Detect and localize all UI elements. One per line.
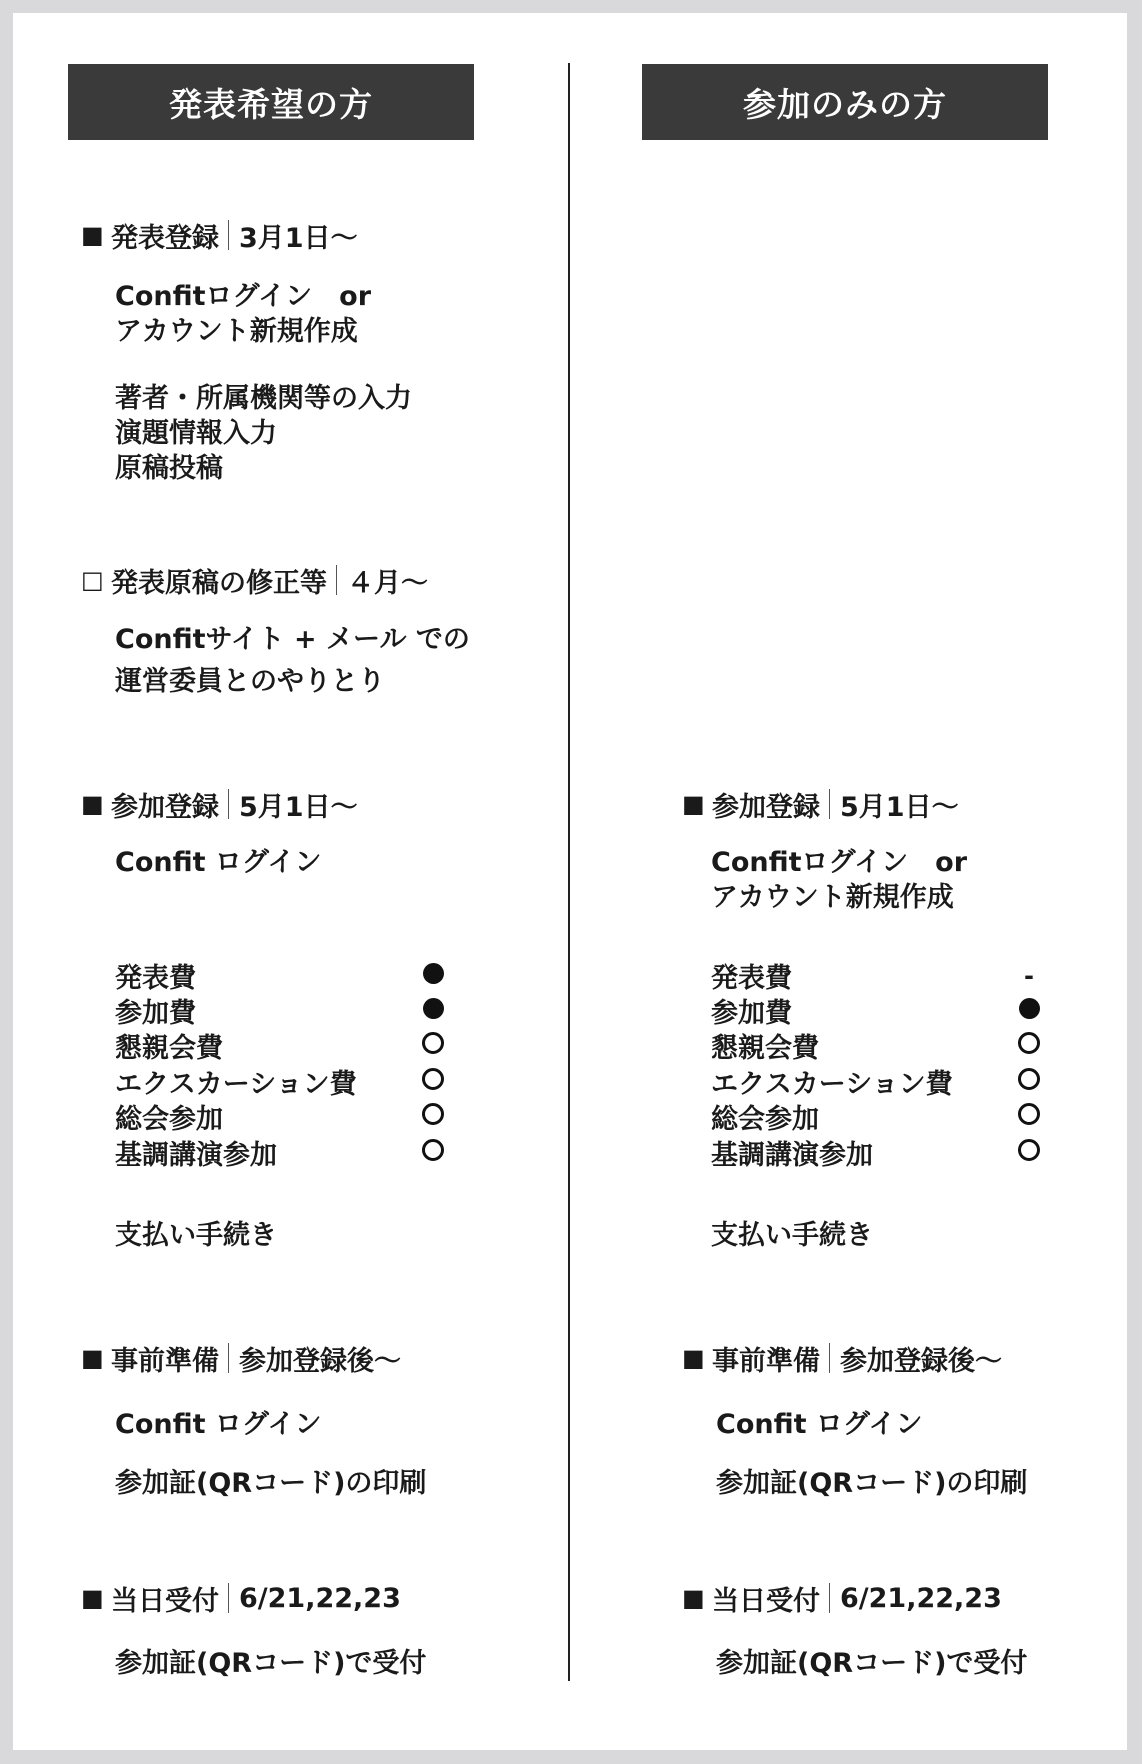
section-date: ４月〜 [347,567,428,599]
fee-row [711,958,1041,993]
fee-label: 発表費 [115,963,196,994]
right-section-preparation [682,1338,1002,1378]
section-marker: ■ [682,790,705,818]
section-date: 6/21,22,23 [239,1582,401,1614]
fee-label: 基調講演参加 [115,1140,277,1171]
section-title: 発表登録 [111,222,219,254]
section-date: 6/21,22,23 [840,1582,1002,1614]
left-section-revision [81,560,428,600]
fee-row [115,1135,445,1170]
section-date: 5月1日〜 [840,791,959,823]
fee-row [711,1028,1041,1063]
presenter-header: 発表希望の方 [68,64,474,140]
left-section-presentation-registration [81,215,358,255]
step-line: 参加証(QRコード)で受付 [115,1648,427,1679]
section-marker: ■ [81,790,104,818]
step-line: Confit ログイン [115,1409,322,1440]
separator [829,789,830,819]
optional-circle [421,1032,445,1060]
step-line: 運営委員とのやりとり [115,666,385,697]
step-line: 参加証(QRコード)で受付 [716,1648,1028,1679]
fee-row [711,1099,1041,1134]
fee-row [115,958,445,993]
section-marker: □ [81,566,104,594]
section-title: 参加登録 [712,791,820,823]
fee-label: 総会参加 [711,1104,819,1135]
required-dot [1017,997,1041,1025]
step-line: 演題情報入力 [115,418,277,449]
fee-label: 総会参加 [115,1104,223,1135]
section-date: 5月1日〜 [239,791,358,823]
separator [829,1343,830,1373]
fee-row [711,1064,1041,1099]
separator [228,1583,229,1613]
section-title: 事前準備 [111,1345,219,1377]
fee-row [115,1064,445,1099]
fee-label: 基調講演参加 [711,1140,873,1171]
section-marker: ■ [81,221,104,249]
required-dot [421,962,445,990]
section-title: 事前準備 [712,1345,820,1377]
section-marker: ■ [682,1584,705,1612]
section-date: 参加登録後〜 [239,1345,401,1377]
fee-label: 参加費 [711,998,792,1029]
section-title: 参加登録 [111,791,219,823]
separator [829,1583,830,1613]
section-title: 当日受付 [111,1585,219,1617]
step-line: アカウント新規作成 [115,316,358,347]
step-line: アカウント新規作成 [711,882,954,913]
optional-circle [421,1139,445,1167]
left-section-participation-registration [81,784,358,824]
optional-circle [421,1103,445,1131]
step-line: Confitログイン or [115,281,372,312]
optional-circle [421,1068,445,1096]
payment-step: 支払い手続き [115,1220,277,1251]
optional-circle [1017,1032,1041,1060]
section-title: 発表原稿の修正等 [111,567,327,599]
fee-row [711,993,1041,1028]
left-section-reception [81,1578,401,1618]
separator [228,1343,229,1373]
required-dot [421,997,445,1025]
right-section-reception [682,1578,1002,1618]
fee-row [115,1099,445,1134]
step-line: 参加証(QRコード)の印刷 [716,1468,1028,1499]
section-marker: ■ [682,1344,705,1372]
payment-step: 支払い手続き [711,1220,873,1251]
optional-circle [1017,1068,1041,1096]
optional-circle [1017,1139,1041,1167]
step-line: Confit ログイン [716,1409,923,1440]
section-date: 参加登録後〜 [840,1345,1002,1377]
fee-label: 懇親会費 [115,1033,223,1064]
step-line: 著者・所属機関等の入力 [115,383,412,414]
separator [228,789,229,819]
left-section-preparation [81,1338,401,1378]
fee-row [115,993,445,1028]
not-applicable-dash: - [1024,961,1034,990]
separator [336,565,337,595]
fee-label: 懇親会費 [711,1033,819,1064]
step-line: Confit ログイン [115,847,322,878]
separator [228,220,229,250]
step-line: 原稿投稿 [115,453,223,484]
section-marker: ■ [81,1344,104,1372]
step-line: 参加証(QRコード)の印刷 [115,1468,427,1499]
step-line: Confitログイン or [711,847,968,878]
step-line: Confitサイト + メール での [115,624,470,655]
section-date: 3月1日〜 [239,222,358,254]
column-divider [568,63,570,1681]
right-section-participation-registration [682,784,959,824]
fee-row [711,1135,1041,1170]
fee-label: エクスカーション費 [115,1069,357,1100]
fee-label: 発表費 [711,963,792,994]
fee-label: 参加費 [115,998,196,1029]
section-title: 当日受付 [712,1585,820,1617]
fee-row [115,1028,445,1063]
participant-header: 参加のみの方 [642,64,1048,140]
section-marker: ■ [81,1584,104,1612]
optional-circle [1017,1103,1041,1131]
fee-label: エクスカーション費 [711,1069,953,1100]
